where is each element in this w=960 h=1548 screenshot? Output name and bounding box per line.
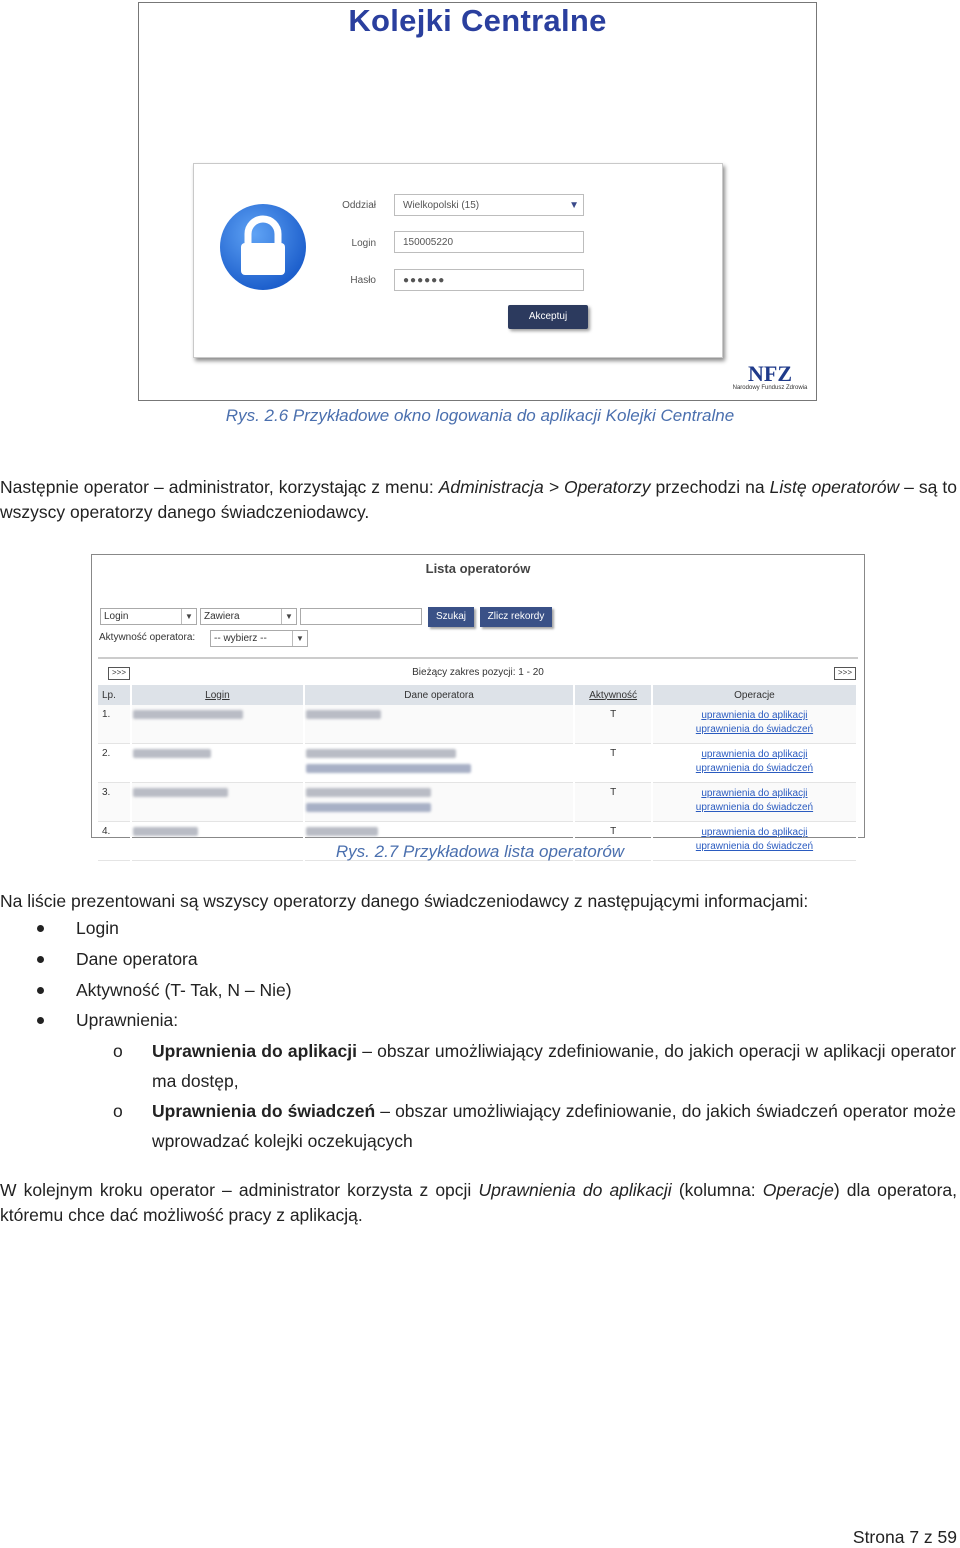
divider xyxy=(98,657,858,659)
figure-caption-2: Rys. 2.7 Przykładowa lista operatorów xyxy=(335,842,625,861)
figure-caption-1: Rys. 2.6 Przykładowe okno logowania do aplikacji Kolejki Centralne xyxy=(225,406,735,425)
chevron-down-icon: ▼ xyxy=(181,609,196,624)
table-row xyxy=(98,705,857,744)
operator-data-cell xyxy=(304,705,575,744)
filter-field-select[interactable]: Login ▼ xyxy=(100,608,197,625)
operators-table xyxy=(98,685,858,861)
filter-operator-select[interactable]: Zawiera ▼ xyxy=(200,608,297,625)
app-permissions-link[interactable]: uprawnienia do aplikacji xyxy=(701,749,808,760)
col-header-lp: Lp. xyxy=(98,685,131,705)
activity-cell: T xyxy=(574,744,651,783)
login-label: Login xyxy=(351,238,376,249)
activity-cell: T xyxy=(574,705,651,744)
chevron-down-icon: ▼ xyxy=(292,631,307,646)
search-input[interactable] xyxy=(300,608,422,625)
login-field[interactable]: 150005220 xyxy=(394,231,584,253)
range-text: Bieżący zakres pozycji: 1 - 20 xyxy=(412,667,544,678)
accept-button[interactable]: Akceptuj xyxy=(508,305,588,329)
login-screenshot xyxy=(138,2,817,401)
activity-select[interactable]: -- wybierz -- ▼ xyxy=(210,630,308,647)
bullet-icon xyxy=(37,987,44,994)
pager-next-button[interactable]: >>> xyxy=(834,667,856,680)
operations-cell xyxy=(652,744,857,783)
list-title: Lista operatorów xyxy=(425,561,531,576)
password-field[interactable]: ●●●●●● xyxy=(394,269,584,291)
row-number: 2. xyxy=(98,744,131,783)
table-row xyxy=(98,783,857,822)
intro-paragraph: Następnie operator – administrator, korzystając z menu: Administracja > Operatorzy przechodzi na Listę operatorów – są to wszyscy operatorzy danego świadczeniodawcy. xyxy=(0,477,957,522)
app-permissions-link[interactable]: uprawnienia do aplikacji xyxy=(701,788,808,799)
department-label: Oddział xyxy=(342,200,376,211)
operations-cell xyxy=(652,783,857,822)
activity-cell: T xyxy=(574,822,651,861)
lock-icon xyxy=(218,202,308,292)
service-permissions-link[interactable]: uprawnienia do świadczeń xyxy=(695,763,814,774)
col-header-login[interactable]: Login xyxy=(131,685,303,705)
table-row xyxy=(98,744,857,783)
activity-label: Aktywność operatora: xyxy=(99,632,196,643)
app-permissions-link[interactable]: uprawnienia do aplikacji xyxy=(701,710,808,721)
login-cell xyxy=(131,783,303,822)
service-permissions-link[interactable]: uprawnienia do świadczeń xyxy=(695,841,814,852)
col-header-operator-data: Dane operatora xyxy=(304,685,575,705)
operator-data-cell xyxy=(304,783,575,822)
page-number: Strona 7 z 59 xyxy=(852,1527,957,1547)
bullet-icon xyxy=(37,1017,44,1024)
login-panel xyxy=(193,163,723,358)
login-cell xyxy=(131,744,303,783)
sub-bullet: o xyxy=(113,1041,123,1061)
list-intro: Na liście prezentowani są wszyscy operatorzy danego świadczeniodawcy z następującymi informacjami: xyxy=(0,891,809,911)
outro-paragraph: W kolejnym kroku operator – administrator korzysta z opcji Uprawnienia do aplikacji (kolumna: Operacje) dla operatora, któremu chce dać możliwość pracy z aplikacją. xyxy=(0,1180,958,1225)
operations-cell xyxy=(652,705,857,744)
app-permissions-link[interactable]: uprawnienia do aplikacji xyxy=(701,827,808,838)
activity-cell: T xyxy=(574,783,651,822)
bullet-icon xyxy=(37,925,44,932)
app-title: Kolejki Centralne xyxy=(348,3,607,38)
arrow-down-icon: ▼ xyxy=(569,200,579,211)
sub-bullet: o xyxy=(113,1101,123,1121)
count-records-button[interactable]: Zlicz rekordy xyxy=(480,607,552,627)
department-select[interactable]: Wielkopolski (15) ▼ xyxy=(394,194,584,216)
nfz-logo: NFZ Narodowy Fundusz Zdrowia xyxy=(732,361,808,391)
pager-prev-button[interactable]: >>> xyxy=(108,667,130,680)
operator-data-cell xyxy=(304,744,575,783)
search-button[interactable]: Szukaj xyxy=(428,607,474,627)
row-number: 3. xyxy=(98,783,131,822)
col-header-operations: Operacje xyxy=(652,685,857,705)
chevron-down-icon: ▼ xyxy=(281,609,296,624)
service-permissions-link[interactable]: uprawnienia do świadczeń xyxy=(695,724,814,735)
col-header-activity[interactable]: Aktywność xyxy=(574,685,651,705)
password-label: Hasło xyxy=(350,275,376,286)
login-cell xyxy=(131,705,303,744)
bullet-icon xyxy=(37,956,44,963)
row-number: 4. xyxy=(98,822,131,861)
row-number: 1. xyxy=(98,705,131,744)
service-permissions-link[interactable]: uprawnienia do świadczeń xyxy=(695,802,814,813)
